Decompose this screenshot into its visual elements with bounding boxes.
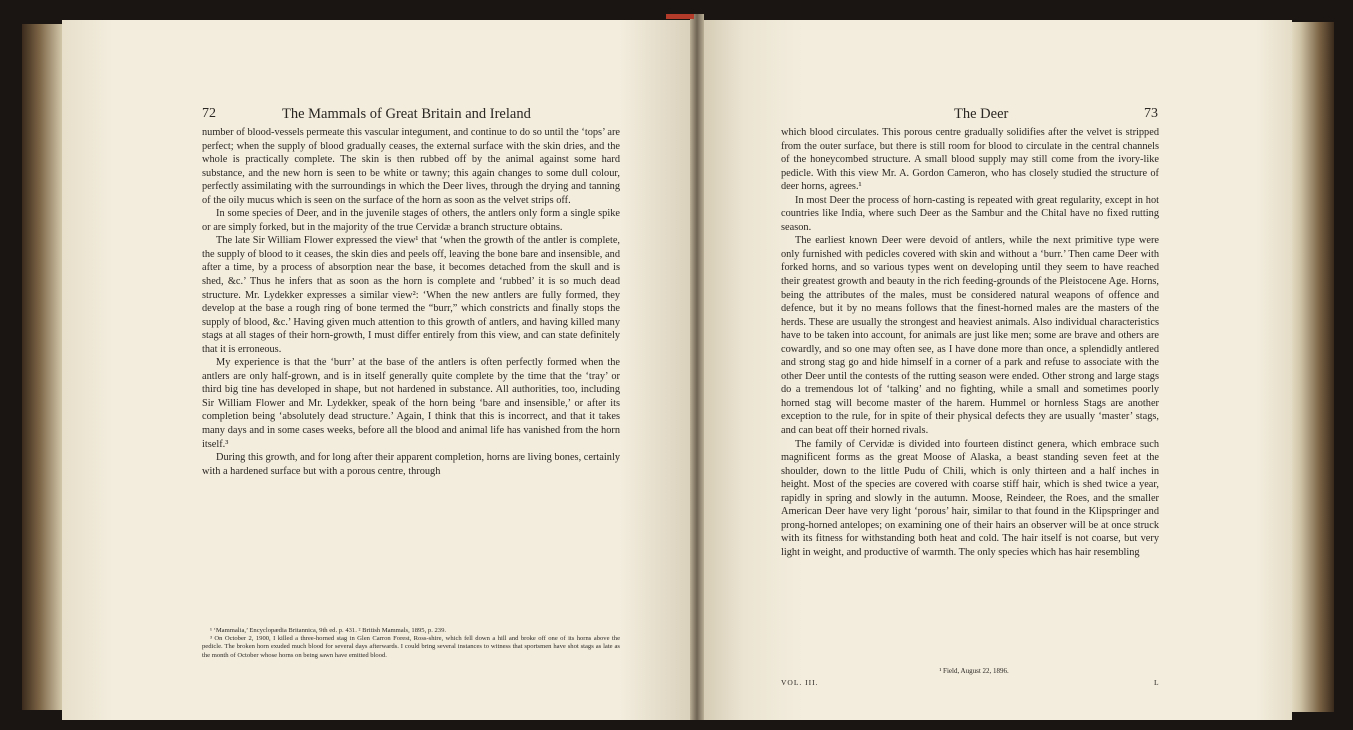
left-running-head: The Mammals of Great Britain and Ireland <box>282 106 531 122</box>
left-footnotes <box>202 627 620 660</box>
footnote: ³ On October 2, 1900, I killed a three-horned stag in Glen Carron Forest, Ross-shire, which fell down a hill and broke off one of its horns above the pedicle. The broken horn exuded much blood for several days afterwards. I could bring several instances to witness that sportsmen have shot stags as late as the month of October whose horns on being sawn have emitted blood. <box>202 635 620 659</box>
right-running-head: The Deer <box>954 106 1009 122</box>
volume-signature: VOL. III. <box>781 678 819 687</box>
left-body-text <box>202 126 620 478</box>
right-paragraph: The family of Cervidæ is divided into fourteen distinct genera, which embrace such magnificent forms as the great Moose of Alaska, a beast standing seven feet at the shoulder, down to the little Pudu of Chili, which is only thirteen and a half inches in height. Most of the species are covered with coarse stiff hair, which is shed twice a year, rapidly in spring and slowly in the autumn. Moose, Reindeer, the Roes, and the smaller American Deer have very light ‘porous’ hair, similar to that found in the Klipspringer and prong-horned antelopes; on examining one of their hairs an observer will be at once struck with its fitness for withstanding both heat and cold. The hair itself is not coarse, but very light in weight, and productive of warmth. The only species which has hair resembling <box>781 438 1159 558</box>
left-paragraph: My experience is that the ‘burr’ at the base of the antlers is often perfectly formed when the antlers are only half-grown, and is in itself generally quite complete by the time that the ‘tray’ or third big tine has developed in shape, but not hardened in substance. All authorities, too, including Sir William Flower and Mr. Lydekker, speak of the horn being ‘bare and insensible,’ or after its completion being ‘absolutely dead structure.’ Again, I think that this is incorrect, and that it takes many days and in some cases weeks, before all the blood and animal life has vanished from the horn itself.³ <box>202 357 620 450</box>
right-page-edges <box>1286 22 1334 712</box>
footnote: ¹ ‘Mammalia,’ Encyclopædia Britannica, 9th ed. p. 431. ² British Mammals, 1895, p. 239. <box>210 627 447 634</box>
bookmark-ribbon <box>666 14 694 19</box>
right-paragraph: The earliest known Deer were devoid of antlers, while the next primitive type were only furnished with pedicles covered with skin and without a ‘burr.’ Then came Deer with forked horns, and so various types went on developing until they seem to have reached their greatest growth and beauty in the rich feeding-grounds of the Pleistocene Age. Horns, being the attributes of the males, must be considered natural weapons of offence and defence, but it by no means follows that the finest-horned males are the masters of the herds. These are usually the strongest and heaviest animals. Also individual characteristics have to be taken into account, for animals are just like men; some are brave and others are cowardly, and so one may often see, as I have done more than once, a splendidly antlered and strong stag go and hide himself in a corner of a park and refuse to associate with the other Deer until the contests of the rutting season were ended. Other strong and large stags do a tremendous lot of ‘talking’ and no fighting, while a small and sometimes poorly horned stag will become master of the harem. Hummel or hornless Stags are another exception to the rule, for in spite of their physical defects they are usually ‘master’ stags, and can beat off their horned rivals. <box>781 235 1159 437</box>
left-paragraph: In some species of Deer, and in the juvenile stages of others, the antlers only form a single spike or are simply forked, but in the majority of the true Cervidæ a branch structure obtains. <box>202 208 620 233</box>
right-page <box>696 20 1292 720</box>
open-book <box>22 14 1334 720</box>
footnote: ¹ Field, August 22, 1896. <box>939 667 1009 675</box>
left-page-number: 72 <box>202 106 216 121</box>
left-paragraph: The late Sir William Flower expressed the view¹ that ‘when the growth of the antler is complete, the supply of blood to it ceases, the skin dies and peels off, leaving the bone bare and insensible, and after a time, by a process of absorption near the base, it becomes detached from the skull and is shed, &c.’ Thus he infers that as soon as the horn is complete and ‘rubbed’ it is so much dead structure. Mr. Lydekker expresses a similar view²: ‘When the new antlers are fully formed, they develop at the base a rough ring of bone termed the “burr,” which constricts and finally stops the supply of blood, &c.’ Having given much attention to this growth of antlers, and having killed many stags at all stages of their horn-growth, I must differ entirely from this view, and can state definitely that it is erroneous. <box>202 235 620 355</box>
right-body-text <box>781 126 1159 560</box>
right-paragraph: which blood circulates. This porous centre gradually solidifies after the velvet is stripped from the outer surface, but there is still room for blood to circulate in the central channels of the honeycombed structure. A small blood supply may still come from the ivory-like pedicle. With this view Mr. A. Gordon Cameron, who has closely studied the structure of deer horns, agrees.¹ <box>781 127 1159 193</box>
gathering-signature: L <box>1154 678 1160 687</box>
left-paragraph: During this growth, and for long after their apparent completion, horns are living bones, certainly with a hardened surface but with a porous centre, through <box>202 452 620 477</box>
left-page <box>62 20 696 720</box>
right-page-number: 73 <box>1144 106 1158 121</box>
right-footnotes <box>781 667 1159 675</box>
left-paragraph: number of blood-vessels permeate this vascular integument, and continue to do so until the ‘tops’ are perfect; when the supply of blood gradually ceases, the external surface with the skin dries, and the whole is practically complete. The skin is then rubbed off by the animal against some hard substance, and the new horn is seen to be white or tawny; this again changes to some dull colour, perfectly assimilating with the surroundings in which the Deer lives, through the drying and tanning of the oily mucus which is seen on the surface of the horn as soon as the velvet strips off. <box>202 127 620 206</box>
book-gutter <box>690 14 704 720</box>
right-paragraph: In most Deer the process of horn-casting is repeated with great regularity, except in hot countries like India, where such Deer as the Sambur and the Chital have no fixed rutting season. <box>781 194 1159 233</box>
